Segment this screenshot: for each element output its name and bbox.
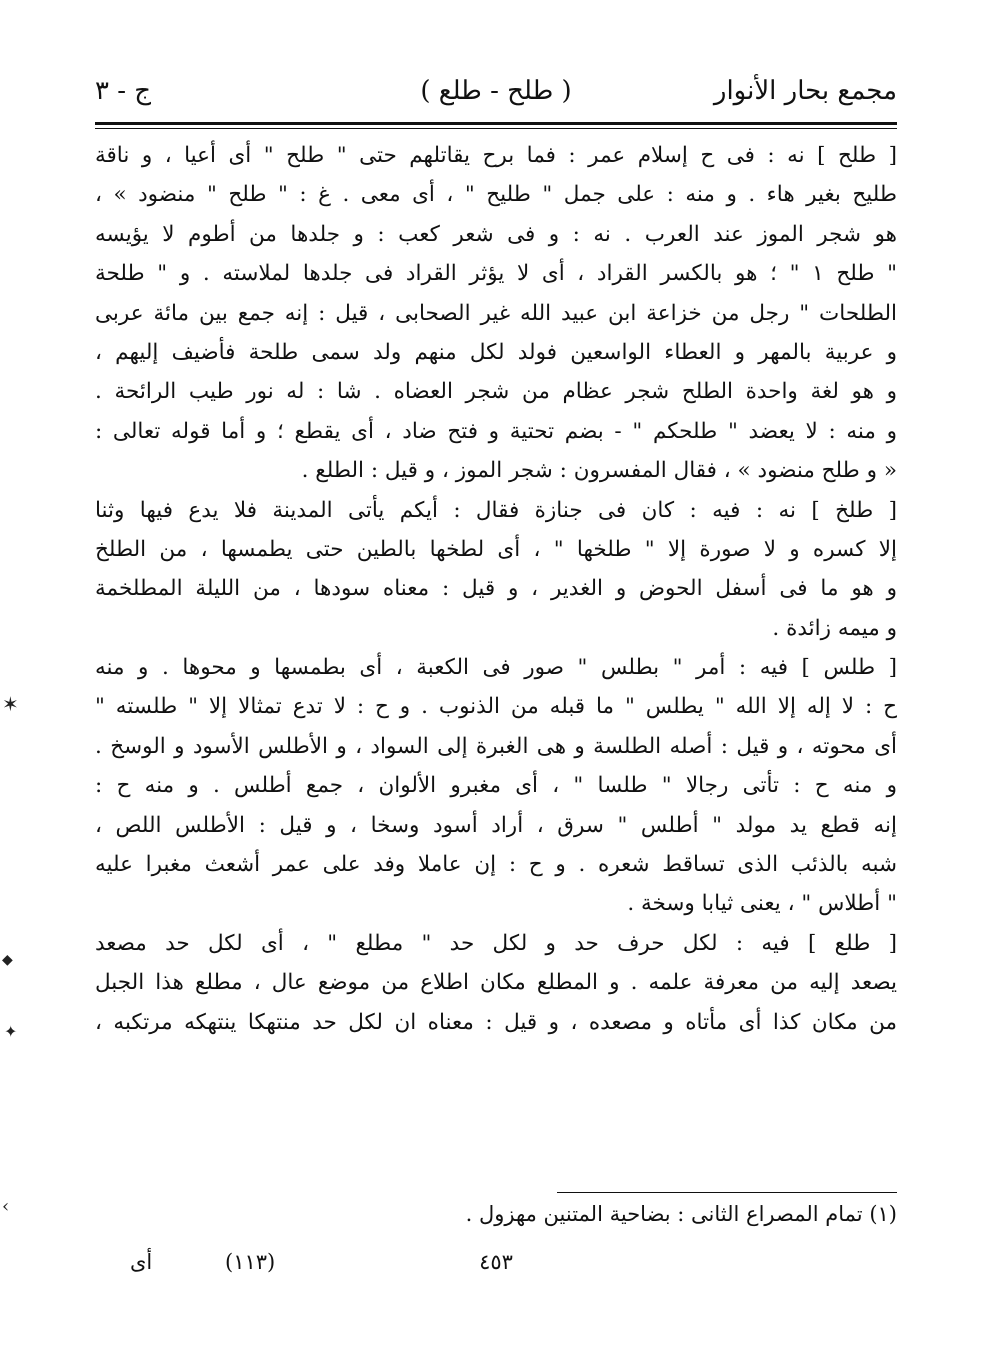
text-line: إلا كسره و لا صورة إلا " طلخها " ، أى لطخها بالطين حتى يطمسها ، من الطلخ [95, 536, 897, 562]
margin-mark-icon: ✶ [2, 692, 19, 716]
entry-talh [95, 136, 897, 491]
catchword: أى [130, 1250, 153, 1274]
text-line: [ طلع ] فيه : لكل حرف حد و لكل حد " مطلع " ، أى لكل حد مصعد [95, 930, 897, 956]
text-line: و هو ما فى أسفل الحوض و الغدير ، و قيل : معناه سودها ، من الليلة المطلخمة [95, 576, 897, 602]
margin-mark-icon: ‹ [2, 1196, 10, 1217]
text-line: و منه ح : تأتى رجالا " طلسا " ، أى مغبرو الألوان ، جمع أطلس . و منه ح : [95, 773, 897, 799]
entry-talkh [95, 491, 897, 649]
text-line: أى محوته ، و قيل : أصله الطلسة و هى الغبرة إلى السواد ، و الأطلس الأسود و الوسخ . [95, 733, 897, 759]
page-footer [95, 1250, 897, 1286]
volume-number: ج - ٣ [95, 76, 152, 106]
signature-mark: (١١٣) [225, 1250, 276, 1274]
text-line: « و طلح منضود » ، فقال المفسرون : شجر الموز ، و قيل : الطلع . [301, 458, 897, 484]
entry-range: ( طلح - طلع ) [420, 76, 572, 106]
running-header [95, 72, 897, 122]
text-line: إنه قطع يد مولد " أطلس " سرق ، أراد أسود وسخا ، و قيل : الأطلس اللص ، [95, 812, 897, 838]
header-rule-thick [95, 122, 897, 125]
margin-mark-icon: ✦ [4, 1022, 18, 1041]
text-line: يصعد إليه من معرفة علمه . و المطلع مكان اطلاع من موضع عال ، مطلع هذا الجبل [95, 970, 897, 996]
page-number: ٤٥٣ [479, 1250, 513, 1274]
text-line: من مكان كذا أى مأتاه و مصعده ، و قيل : معناه ان لكل حد منتهكا ينتهكه مرتكبه ، [95, 1009, 897, 1035]
text-line: شبه بالذئب الذى تساقط شعره . و ح : إن عاملا وفد على عمر أشعث مغبرا عليه [95, 852, 897, 878]
text-line: و هو لغة واحدة الطلح شجر عظام من شجر العضاه . شا : له نور طيب الرائحة . [95, 379, 897, 405]
header-rule-thin [95, 128, 897, 129]
text-line: و عربية بالمهر و العطاء الواسعين فولد لكل منهم ولد سمى طلحة فأضيف إليهم ، [95, 339, 897, 365]
text-line: و ميمه زائدة . [772, 615, 897, 641]
text-line: " أطلاس " ، يعنى ثيابا وسخة . [627, 891, 897, 917]
text-line: [ طلخ ] نه : فيه : كان فى جنازة فقال : أيكم يأتى المدينة فلا يدع فيها وثنا [95, 497, 897, 523]
text-line: الطلحات " رجل من خزاعة ابن عبيد الله غير الصحابى ، قيل : إنه جمع بين مائة عربى [95, 300, 897, 326]
entry-talas [95, 648, 897, 924]
text-line: [ طلح ] نه : فى ح إسلام عمر : فما برح يقاتلهم حتى " طلح " أى أعيا ، و ناقة [95, 143, 897, 168]
main-text [95, 136, 897, 1042]
text-line: طليح بغير هاء . و منه : على جمل " طليح " ، أى معى . غ : " طلح " منضود » ، [95, 182, 897, 208]
text-line: [ طلس ] فيه : أمر " بطلس " صور فى الكعبة ، أى بطمسها و محوها . و منه [95, 655, 897, 681]
book-title: مجمع بحار الأنوار [713, 76, 897, 106]
entry-tala [95, 924, 897, 1042]
text-line: هو شجر الموز عند العرب . نه : و فى شعر كعب : و جلدها من أطوم لا يؤيسه [95, 221, 897, 247]
text-line: و منه : لا يعضد " طلحكم " - بضم تحتية و فتح ضاد ، أى يقطع ؛ و أما قوله تعالى : [95, 418, 897, 444]
footnote: (١) تمام المصراع الثانى : بضاحية المتنين مهزول . [465, 1202, 897, 1226]
text-line: ح : لا إله إلا الله " يطلس " ما قبله من الذنوب . و ح : لا تدع تمثالا إلا " طلسته " [95, 694, 897, 720]
footnote-rule [557, 1192, 897, 1193]
margin-mark-icon: ◆ [2, 952, 13, 968]
text-line: " طلح ١ " ؛ هو بالكسر القراد ، أى لا يؤثر القراد فى جلدها لملاسته . و " طلحة [95, 261, 897, 287]
